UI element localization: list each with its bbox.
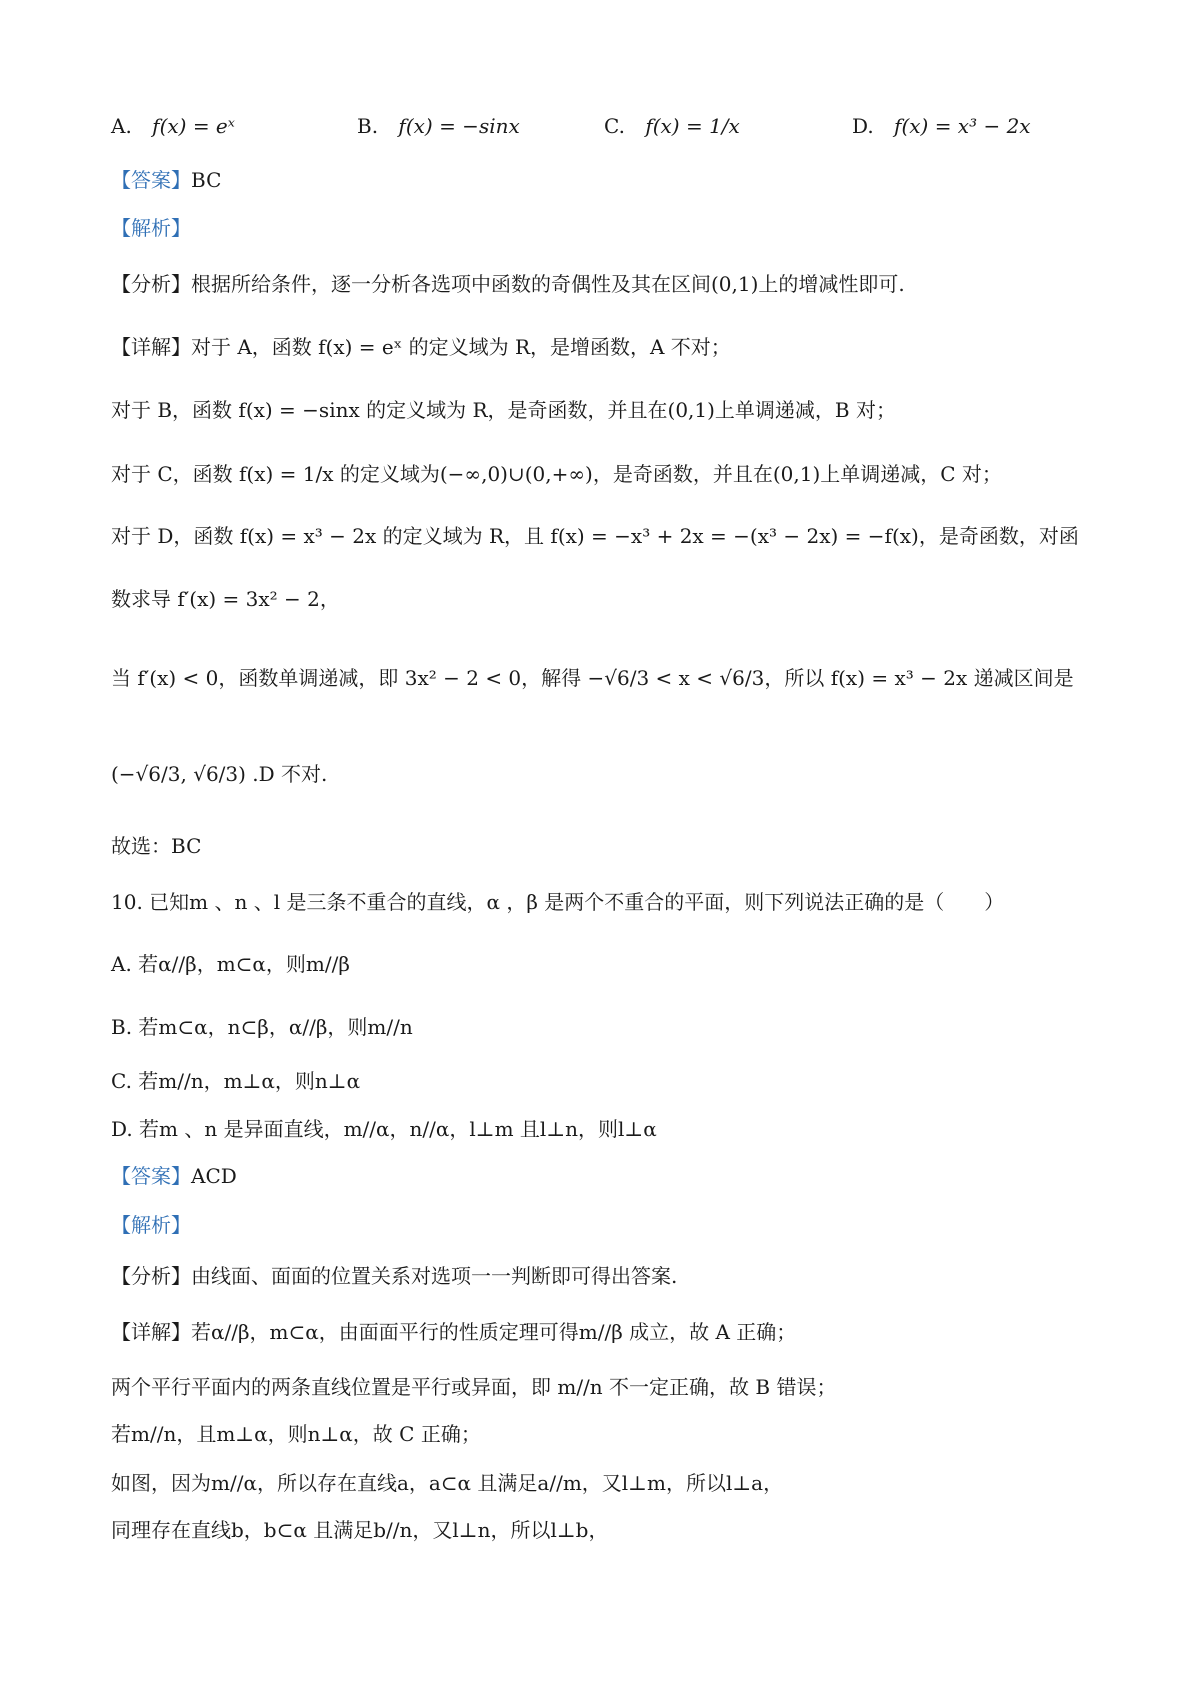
q10-analysis-heading bbox=[111, 1211, 1120, 1239]
fenxi-text: 由线面、面面的位置关系对选项一一判断即可得出答案. bbox=[191, 1264, 678, 1288]
question-stem: 10. 已知m 、n 、l 是三条不重合的直线，α ，β 是两个不重合的平面，则下列说法正确的是（ ） bbox=[111, 890, 1005, 914]
detail-line-d2: 数求导 f′(x) = 3x² − 2， bbox=[111, 587, 340, 611]
detail-line-c: 对于 C，函数 f(x) = 1/x 的定义域为(−∞,0)∪(0,+∞)，是奇函数，并且在(0,1)上单调递减，C 对； bbox=[111, 462, 1002, 486]
answer-value: ACD bbox=[191, 1164, 237, 1188]
option-d bbox=[852, 112, 1031, 140]
conclusion-text: 故选：BC bbox=[111, 834, 202, 858]
detail-line-d3: 当 f′(x) < 0，函数单调递减，即 3x² − 2 < 0，解得 −√6/3 < x < √6/3，所以 f(x) = x³ − 2x 递减区间是 bbox=[111, 666, 1074, 690]
q10-option-a bbox=[111, 950, 1120, 978]
q10-fenxi bbox=[111, 1262, 1120, 1290]
detail-line-a: 对于 A，函数 f(x) = eˣ 的定义域为 R，是增函数，A 不对； bbox=[191, 335, 731, 359]
detail-line-b: 对于 B，函数 f(x) = −sinx 的定义域为 R，是奇函数，并且在(0,1)上单调递减，B 对； bbox=[111, 398, 896, 422]
q10-detail-5 bbox=[111, 1516, 1120, 1544]
detail-line-d1: 对于 D，函数 f(x) = x³ − 2x 的定义域为 R，且 f(x) = −x³ + 2x = −(x³ − 2x) = −f(x)，是奇函数，对函 bbox=[111, 524, 1079, 548]
q9-fenxi bbox=[111, 270, 1120, 298]
q10-option-c-text: C. 若m//n，m⊥α，则n⊥α bbox=[111, 1069, 361, 1093]
analysis-tag: 【解析】 bbox=[111, 1213, 191, 1237]
option-b-label: B. bbox=[357, 114, 379, 138]
q9-analysis-heading bbox=[111, 214, 1120, 242]
q9-conclusion bbox=[111, 832, 1120, 860]
q10-detail-4 bbox=[111, 1469, 1120, 1497]
option-a-expr: f(x) = eˣ bbox=[152, 114, 235, 138]
option-b bbox=[357, 112, 520, 140]
q10-option-c bbox=[111, 1067, 1120, 1095]
q9-xiangjie-a bbox=[111, 333, 1120, 361]
q9-detail-d4 bbox=[111, 760, 1120, 788]
fenxi-text: 根据所给条件，逐一分析各选项中函数的奇偶性及其在区间(0,1)上的增减性即可. bbox=[191, 272, 905, 296]
option-b-expr: f(x) = −sinx bbox=[398, 114, 520, 138]
q9-detail-d1 bbox=[111, 522, 1120, 550]
q10-option-d bbox=[111, 1115, 1120, 1143]
q10-stem bbox=[111, 888, 1120, 916]
q10-option-b-text: B. 若m⊂α，n⊂β，α//β，则m//n bbox=[111, 1015, 413, 1039]
detail-line-d4: (−√6/3, √6/3) .D 不对. bbox=[111, 762, 328, 786]
q10-xiangjie-1 bbox=[111, 1318, 1120, 1346]
option-c bbox=[604, 112, 740, 140]
q9-answer bbox=[111, 166, 1120, 194]
detail-line-4: 如图，因为m//α，所以存在直线a，a⊂α 且满足a//m，又l⊥m，所以l⊥a， bbox=[111, 1471, 784, 1495]
q9-detail-b bbox=[111, 396, 1120, 424]
detail-line-5: 同理存在直线b，b⊂α 且满足b//n，又l⊥n，所以l⊥b， bbox=[111, 1518, 609, 1542]
option-d-label: D. bbox=[852, 114, 874, 138]
fenxi-tag: 【分析】 bbox=[111, 1264, 191, 1288]
answer-tag: 【答案】 bbox=[111, 168, 191, 192]
option-a bbox=[111, 112, 235, 140]
detail-line-3: 若m//n，且m⊥α，则n⊥α，故 C 正确； bbox=[111, 1422, 481, 1446]
q9-detail-c bbox=[111, 460, 1120, 488]
q10-answer bbox=[111, 1162, 1120, 1190]
answer-tag: 【答案】 bbox=[111, 1164, 191, 1188]
option-c-expr: f(x) = 1/x bbox=[645, 114, 740, 138]
detail-line-2: 两个平行平面内的两条直线位置是平行或异面，即 m//n 不一定正确，故 B 错误； bbox=[111, 1375, 837, 1399]
q10-detail-3 bbox=[111, 1420, 1120, 1448]
analysis-tag: 【解析】 bbox=[111, 216, 191, 240]
option-d-expr: f(x) = x³ − 2x bbox=[894, 114, 1031, 138]
q10-option-d-text: D. 若m 、n 是异面直线，m//α，n//α，l⊥m 且l⊥n，则l⊥α bbox=[111, 1117, 657, 1141]
option-a-label: A. bbox=[111, 114, 132, 138]
detail-line-1: 若α//β，m⊂α，由面面平行的性质定理可得m//β 成立，故 A 正确； bbox=[191, 1320, 797, 1344]
option-c-label: C. bbox=[604, 114, 625, 138]
xiangjie-tag: 【详解】 bbox=[111, 1320, 191, 1344]
q9-detail-d3 bbox=[111, 664, 1120, 692]
answer-value: BC bbox=[191, 168, 222, 192]
q9-detail-d2 bbox=[111, 585, 1120, 613]
fenxi-tag: 【分析】 bbox=[111, 272, 191, 296]
q10-option-a-text: A. 若α//β，m⊂α，则m//β bbox=[111, 952, 350, 976]
q10-option-b bbox=[111, 1013, 1120, 1041]
q10-detail-2 bbox=[111, 1373, 1120, 1401]
xiangjie-tag: 【详解】 bbox=[111, 335, 191, 359]
